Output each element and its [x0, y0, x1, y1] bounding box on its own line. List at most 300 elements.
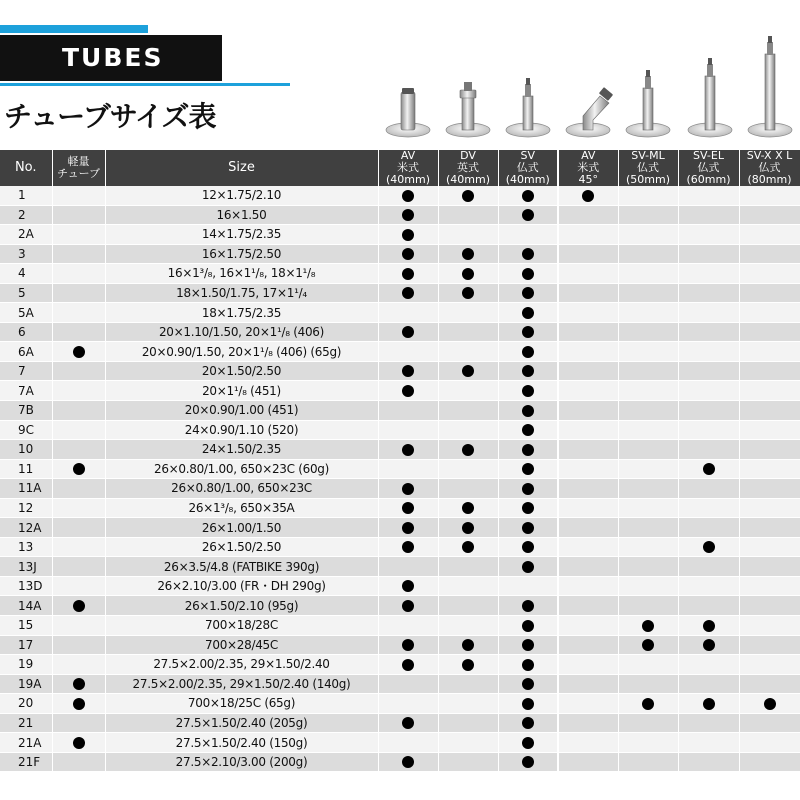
cell-valve-compat — [558, 518, 618, 538]
compatible-dot-icon — [522, 326, 534, 338]
cell-valve-compat — [378, 635, 438, 655]
cell-valve-compat — [378, 518, 438, 538]
av-valve-icon — [386, 88, 430, 137]
table-row — [0, 205, 800, 225]
cell-valve-compat — [378, 459, 438, 479]
header-valve-type: DV — [460, 149, 476, 162]
cell-valve-compat — [498, 498, 558, 518]
cell-no: 11 — [0, 459, 52, 479]
cell-valve-compat — [438, 420, 498, 440]
header-size: Size — [105, 150, 378, 186]
compatible-dot-icon — [402, 502, 414, 514]
compatible-dot-icon — [642, 620, 654, 632]
cell-light-tube — [52, 752, 105, 772]
cell-valve-compat — [438, 283, 498, 303]
table-row — [0, 322, 800, 342]
cell-valve-compat — [378, 557, 438, 577]
sv-valve-icon — [506, 78, 550, 137]
cell-no: 9C — [0, 420, 52, 440]
cell-valve-compat — [618, 342, 678, 362]
cell-valve-compat — [618, 420, 678, 440]
cell-valve-compat — [678, 225, 739, 245]
cell-valve-compat — [498, 361, 558, 381]
cell-valve-compat — [558, 244, 618, 264]
compatible-dot-icon — [462, 365, 474, 377]
cell-valve-compat — [618, 303, 678, 323]
cell-valve-compat — [739, 713, 800, 733]
cell-valve-compat — [618, 186, 678, 205]
cell-valve-compat — [739, 244, 800, 264]
cell-valve-compat — [558, 635, 618, 655]
compatible-dot-icon — [703, 620, 715, 632]
header-valve-style: 米式 — [577, 161, 600, 174]
cell-valve-compat — [378, 674, 438, 694]
cell-valve-compat — [618, 401, 678, 421]
cell-valve-compat — [378, 283, 438, 303]
cell-size: 16×1³/₈, 16×1¹/₈, 18×1¹/₈ — [105, 264, 378, 284]
cell-valve-compat — [558, 361, 618, 381]
cell-valve-compat — [378, 361, 438, 381]
cell-light-tube — [52, 557, 105, 577]
compatible-dot-icon — [522, 385, 534, 397]
cell-valve-compat — [618, 205, 678, 225]
compatible-dot-icon — [402, 717, 414, 729]
cell-valve-compat — [618, 713, 678, 733]
compatible-dot-icon — [522, 287, 534, 299]
compatible-dot-icon — [402, 639, 414, 651]
cell-valve-compat — [438, 733, 498, 753]
header-valve-style: 仏式 — [697, 161, 720, 174]
cell-valve-compat — [498, 244, 558, 264]
cell-light-tube — [52, 498, 105, 518]
cell-valve-compat — [678, 401, 739, 421]
dv-valve-icon — [446, 82, 490, 137]
cell-light-tube — [52, 674, 105, 694]
cell-valve-compat — [438, 479, 498, 499]
cell-valve-compat — [678, 635, 739, 655]
cell-valve-compat — [739, 752, 800, 772]
table-row — [0, 752, 800, 772]
cell-valve-compat — [378, 244, 438, 264]
cell-valve-compat — [438, 694, 498, 714]
compatible-dot-icon — [462, 639, 474, 651]
cell-valve-compat — [498, 479, 558, 499]
compatible-dot-icon — [462, 444, 474, 456]
cell-valve-compat — [678, 459, 739, 479]
cell-light-tube — [52, 576, 105, 596]
header-valve-type: SV-ML — [631, 149, 665, 162]
cell-valve-compat — [618, 616, 678, 636]
cell-valve-compat — [438, 205, 498, 225]
compatible-dot-icon — [462, 287, 474, 299]
cell-valve-compat — [558, 557, 618, 577]
table-row — [0, 264, 800, 284]
header-valve-length: (40mm) — [445, 173, 490, 186]
header-valve-sv-ml — [618, 150, 678, 186]
table-row — [0, 225, 800, 245]
cell-valve-compat — [678, 205, 739, 225]
table-row — [0, 713, 800, 733]
header-light-tube — [52, 150, 105, 186]
cell-no: 2 — [0, 205, 52, 225]
cell-valve-compat — [678, 186, 739, 205]
cell-size: 20×1.10/1.50, 20×1¹/₈ (406) — [105, 322, 378, 342]
table-row — [0, 420, 800, 440]
valve-illustrations — [0, 30, 800, 140]
compatible-dot-icon — [522, 600, 534, 612]
compatible-dot-icon — [402, 268, 414, 280]
compatible-dot-icon — [462, 541, 474, 553]
cell-size: 16×1.50 — [105, 205, 378, 225]
cell-valve-compat — [558, 576, 618, 596]
table-row — [0, 244, 800, 264]
table-row — [0, 616, 800, 636]
cell-valve-compat — [378, 342, 438, 362]
cell-valve-compat — [378, 186, 438, 205]
cell-no: 7A — [0, 381, 52, 401]
header-valve-style: 米式 — [397, 161, 419, 174]
cell-no: 21A — [0, 733, 52, 753]
cell-valve-compat — [378, 264, 438, 284]
table-row — [0, 303, 800, 323]
cell-valve-compat — [498, 655, 558, 675]
cell-size: 26×0.80/1.00, 650×23C — [105, 479, 378, 499]
compatible-dot-icon — [703, 463, 715, 475]
cell-valve-compat — [558, 596, 618, 616]
light-tube-dot-icon — [73, 463, 85, 475]
cell-no: 10 — [0, 440, 52, 460]
cell-light-tube — [52, 401, 105, 421]
cell-valve-compat — [739, 518, 800, 538]
cell-size: 26×1.50/2.10 (95g) — [105, 596, 378, 616]
compatible-dot-icon — [522, 424, 534, 436]
cell-light-tube — [52, 596, 105, 616]
cell-valve-compat — [378, 381, 438, 401]
cell-light-tube — [52, 635, 105, 655]
cell-light-tube — [52, 440, 105, 460]
table-row — [0, 576, 800, 596]
cell-valve-compat — [438, 635, 498, 655]
compatible-dot-icon — [462, 502, 474, 514]
cell-valve-compat — [739, 420, 800, 440]
cell-valve-compat — [558, 713, 618, 733]
cell-valve-compat — [678, 576, 739, 596]
cell-size: 27.5×2.00/2.35, 29×1.50/2.40 — [105, 655, 378, 675]
header-valve-length: (40mm) — [385, 173, 430, 186]
cell-valve-compat — [498, 264, 558, 284]
cell-valve-compat — [739, 303, 800, 323]
cell-valve-compat — [438, 537, 498, 557]
table-row — [0, 479, 800, 499]
cell-valve-compat — [378, 225, 438, 245]
cell-no: 21 — [0, 713, 52, 733]
light-tube-dot-icon — [73, 678, 85, 690]
compatible-dot-icon — [522, 756, 534, 768]
cell-valve-compat — [558, 342, 618, 362]
cell-light-tube — [52, 303, 105, 323]
cell-valve-compat — [438, 381, 498, 401]
cell-valve-compat — [498, 537, 558, 557]
cell-light-tube — [52, 479, 105, 499]
cell-valve-compat — [438, 655, 498, 675]
cell-valve-compat — [618, 596, 678, 616]
header-valve-style: 仏式 — [758, 161, 781, 174]
header-valve-av — [378, 150, 438, 186]
header-light-tube-line1: 軽量 — [67, 155, 90, 168]
cell-size: 26×2.10/3.00 (FR・DH 290g) — [105, 576, 378, 596]
cell-valve-compat — [618, 557, 678, 577]
cell-valve-compat — [678, 420, 739, 440]
cell-no: 4 — [0, 264, 52, 284]
cell-valve-compat — [618, 225, 678, 245]
cell-valve-compat — [498, 283, 558, 303]
cell-size: 14×1.75/2.35 — [105, 225, 378, 245]
cell-valve-compat — [739, 401, 800, 421]
table-row — [0, 498, 800, 518]
cell-valve-compat — [378, 498, 438, 518]
cell-valve-compat — [558, 381, 618, 401]
cell-valve-compat — [498, 635, 558, 655]
cell-valve-compat — [678, 713, 739, 733]
cell-valve-compat — [438, 498, 498, 518]
header-valve-sv — [498, 150, 558, 186]
cell-valve-compat — [378, 420, 438, 440]
compatible-dot-icon — [703, 639, 715, 651]
table-row — [0, 674, 800, 694]
cell-valve-compat — [438, 518, 498, 538]
cell-valve-compat — [739, 225, 800, 245]
compatible-dot-icon — [522, 463, 534, 475]
cell-valve-compat — [558, 655, 618, 675]
cell-valve-compat — [678, 616, 739, 636]
cell-light-tube — [52, 537, 105, 557]
header-valve-style: 仏式 — [637, 161, 659, 174]
cell-valve-compat — [498, 401, 558, 421]
cell-valve-compat — [618, 635, 678, 655]
av-45-valve-icon — [566, 87, 613, 137]
cell-valve-compat — [618, 694, 678, 714]
cell-no: 17 — [0, 635, 52, 655]
table-row — [0, 655, 800, 675]
table-row — [0, 635, 800, 655]
compatible-dot-icon — [462, 659, 474, 671]
compatible-dot-icon — [522, 346, 534, 358]
cell-valve-compat — [678, 440, 739, 460]
cell-valve-compat — [739, 322, 800, 342]
compatible-dot-icon — [522, 307, 534, 319]
cell-valve-compat — [378, 713, 438, 733]
cell-valve-compat — [438, 616, 498, 636]
cell-light-tube — [52, 655, 105, 675]
cell-valve-compat — [618, 479, 678, 499]
cell-valve-compat — [739, 342, 800, 362]
compatible-dot-icon — [522, 405, 534, 417]
cell-no: 19 — [0, 655, 52, 675]
compatible-dot-icon — [642, 639, 654, 651]
cell-valve-compat — [678, 674, 739, 694]
compatible-dot-icon — [402, 287, 414, 299]
compatible-dot-icon — [402, 483, 414, 495]
cell-valve-compat — [678, 342, 739, 362]
table-body — [0, 186, 800, 772]
cell-valve-compat — [618, 283, 678, 303]
table-row — [0, 596, 800, 616]
compatible-dot-icon — [703, 541, 715, 553]
cell-valve-compat — [438, 713, 498, 733]
cell-valve-compat — [438, 186, 498, 205]
compatible-dot-icon — [522, 190, 534, 202]
cell-valve-compat — [558, 616, 618, 636]
cell-no: 21F — [0, 752, 52, 772]
compatible-dot-icon — [764, 698, 776, 710]
cell-valve-compat — [498, 205, 558, 225]
header-no: No. — [0, 150, 52, 186]
cell-valve-compat — [378, 205, 438, 225]
compatible-dot-icon — [522, 698, 534, 710]
sv-el-valve-icon — [688, 58, 732, 137]
cell-valve-compat — [498, 694, 558, 714]
cell-no: 3 — [0, 244, 52, 264]
cell-valve-compat — [498, 459, 558, 479]
compatible-dot-icon — [402, 541, 414, 553]
cell-valve-compat — [558, 674, 618, 694]
compatible-dot-icon — [522, 620, 534, 632]
cell-valve-compat — [498, 733, 558, 753]
cell-light-tube — [52, 420, 105, 440]
cell-no: 12A — [0, 518, 52, 538]
cell-valve-compat — [558, 537, 618, 557]
cell-valve-compat — [498, 322, 558, 342]
compatible-dot-icon — [522, 678, 534, 690]
compatible-dot-icon — [522, 365, 534, 377]
compatible-dot-icon — [402, 209, 414, 221]
compatible-dot-icon — [522, 561, 534, 573]
cell-no: 14A — [0, 596, 52, 616]
cell-valve-compat — [498, 752, 558, 772]
header-valve-av-45 — [558, 150, 618, 186]
compatible-dot-icon — [522, 639, 534, 651]
cell-size: 26×1.00/1.50 — [105, 518, 378, 538]
light-tube-dot-icon — [73, 346, 85, 358]
header-valve-style: 仏式 — [516, 161, 539, 174]
header-valve-length: (50mm) — [625, 173, 670, 186]
cell-valve-compat — [378, 576, 438, 596]
compatible-dot-icon — [522, 209, 534, 221]
cell-valve-compat — [558, 322, 618, 342]
cell-no: 15 — [0, 616, 52, 636]
table-row — [0, 557, 800, 577]
compatible-dot-icon — [522, 248, 534, 260]
cell-valve-compat — [678, 264, 739, 284]
cell-no: 13 — [0, 537, 52, 557]
table-row — [0, 518, 800, 538]
cell-light-tube — [52, 694, 105, 714]
cell-valve-compat — [558, 225, 618, 245]
compatible-dot-icon — [402, 522, 414, 534]
cell-valve-compat — [618, 440, 678, 460]
cell-light-tube — [52, 283, 105, 303]
cell-valve-compat — [618, 381, 678, 401]
cell-valve-compat — [438, 752, 498, 772]
cell-valve-compat — [739, 283, 800, 303]
cell-light-tube — [52, 361, 105, 381]
cell-valve-compat — [438, 596, 498, 616]
header-valve-length: (60mm) — [686, 173, 731, 186]
cell-no: 13J — [0, 557, 52, 577]
header-valve-length: 45° — [578, 173, 598, 186]
cell-valve-compat — [438, 459, 498, 479]
compatible-dot-icon — [522, 541, 534, 553]
cell-valve-compat — [739, 381, 800, 401]
cell-valve-compat — [739, 576, 800, 596]
compatible-dot-icon — [402, 229, 414, 241]
cell-valve-compat — [618, 459, 678, 479]
cell-size: 12×1.75/2.10 — [105, 186, 378, 205]
cell-light-tube — [52, 459, 105, 479]
cell-valve-compat — [498, 303, 558, 323]
compatible-dot-icon — [522, 444, 534, 456]
cell-valve-compat — [438, 322, 498, 342]
cell-valve-compat — [739, 694, 800, 714]
compatible-dot-icon — [402, 248, 414, 260]
compatible-dot-icon — [462, 268, 474, 280]
compatible-dot-icon — [402, 385, 414, 397]
compatible-dot-icon — [402, 756, 414, 768]
cell-valve-compat — [739, 186, 800, 205]
cell-valve-compat — [678, 733, 739, 753]
cell-valve-compat — [618, 361, 678, 381]
header-valve-style: 英式 — [457, 161, 479, 174]
cell-valve-compat — [498, 186, 558, 205]
cell-size: 18×1.75/2.35 — [105, 303, 378, 323]
cell-valve-compat — [378, 303, 438, 323]
cell-valve-compat — [438, 244, 498, 264]
cell-size: 26×3.5/4.8 (FATBIKE 390g) — [105, 557, 378, 577]
cell-size: 26×0.80/1.00, 650×23C (60g) — [105, 459, 378, 479]
header-valve-type: SV — [520, 149, 535, 162]
cell-valve-compat — [378, 694, 438, 714]
cell-no: 7B — [0, 401, 52, 421]
cell-no: 2A — [0, 225, 52, 245]
table-row — [0, 694, 800, 714]
cell-valve-compat — [739, 498, 800, 518]
cell-valve-compat — [498, 576, 558, 596]
cell-light-tube — [52, 616, 105, 636]
cell-valve-compat — [678, 498, 739, 518]
cell-valve-compat — [739, 733, 800, 753]
compatible-dot-icon — [522, 522, 534, 534]
cell-valve-compat — [618, 752, 678, 772]
light-tube-dot-icon — [73, 698, 85, 710]
header-light-tube-line2: チューブ — [56, 167, 101, 180]
cell-valve-compat — [378, 479, 438, 499]
cell-no: 1 — [0, 186, 52, 205]
cell-valve-compat — [739, 361, 800, 381]
compatible-dot-icon — [642, 698, 654, 710]
compatible-dot-icon — [522, 659, 534, 671]
cell-valve-compat — [678, 244, 739, 264]
header-valve-sv-el — [678, 150, 739, 186]
cell-valve-compat — [558, 205, 618, 225]
cell-size: 18×1.50/1.75, 17×1¹/₄ — [105, 283, 378, 303]
table-row — [0, 381, 800, 401]
header-valve-type: SV-EL — [693, 149, 724, 162]
cell-valve-compat — [558, 401, 618, 421]
compatible-dot-icon — [522, 502, 534, 514]
cell-valve-compat — [739, 440, 800, 460]
cell-valve-compat — [678, 537, 739, 557]
cell-no: 6A — [0, 342, 52, 362]
